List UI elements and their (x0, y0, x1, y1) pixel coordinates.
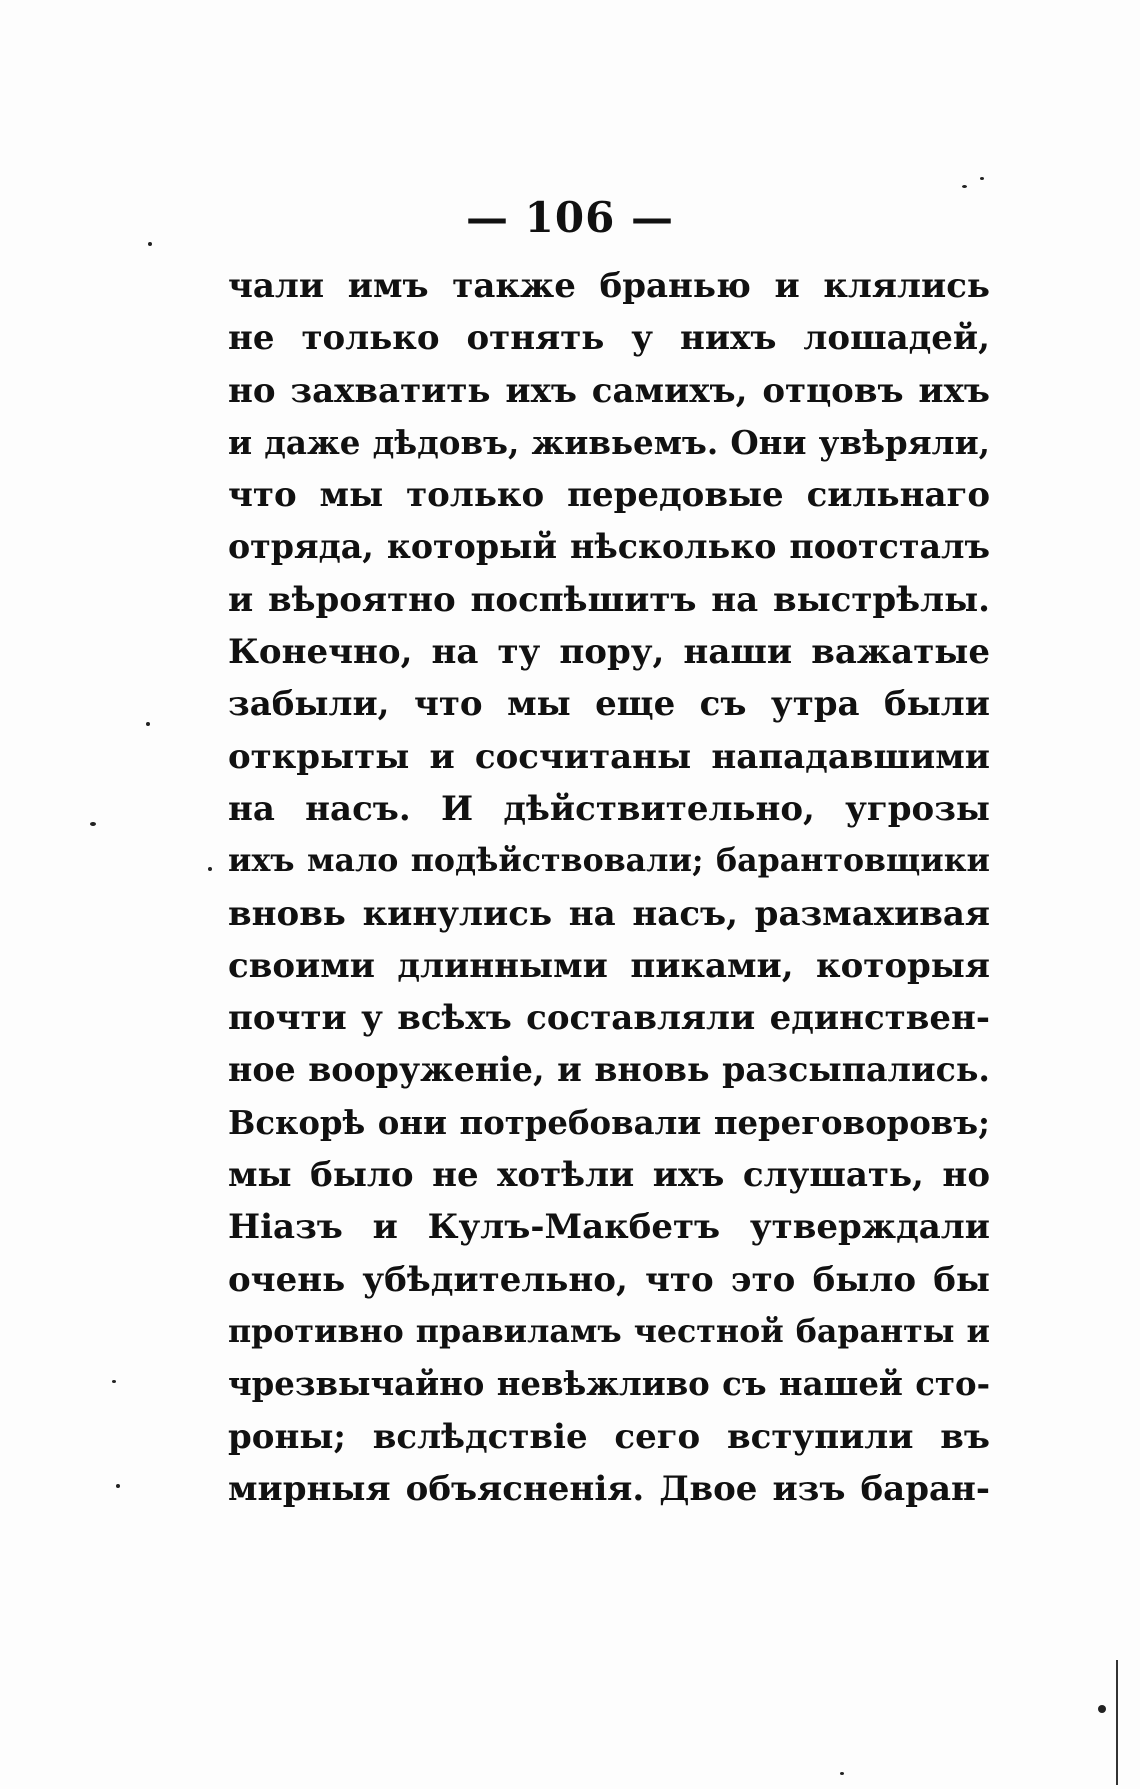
text-line: Ніазъ и Кулъ-Макбетъ утверждали (228, 1207, 990, 1248)
text-line: и вѣроятно поспѣшитъ на выстрѣлы. (228, 579, 990, 620)
text-line: что мы только передовые сильнаго (228, 475, 990, 516)
text-line: забыли, что мы еще съ утра были (228, 684, 990, 725)
text-line: ное вооруженіе, и вновь разсыпались. (228, 1050, 990, 1090)
scan-speck (1098, 1705, 1106, 1713)
text-line: чали имъ также бранью и клялись (228, 266, 990, 306)
text-line: ихъ мало подѣйствовали; барантовщики (228, 842, 990, 880)
page-edge-rule (1116, 1660, 1118, 1785)
text-line: но захватить ихъ самихъ, отцовъ ихъ (228, 370, 990, 411)
text-line: роны; вслѣдствіе сего вступили въ (228, 1416, 990, 1457)
text-line: мы было не хотѣли ихъ слушать, но (228, 1155, 990, 1196)
scan-speck (146, 722, 150, 726)
text-line: чрезвычайно невѣжливо съ нашей сто- (228, 1365, 990, 1404)
text-line: очень убѣдительно, что это было бы (228, 1259, 990, 1300)
text-line: своими длинными пиками, которыя (228, 945, 990, 986)
text-line: вновь кинулись на насъ, размахивая (228, 893, 990, 934)
text-line: не только отнять у нихъ лошадей, (228, 318, 990, 359)
text-line: и даже дѣдовъ, живьемъ. Они увѣряли, (228, 422, 990, 462)
scan-speck (112, 1380, 116, 1383)
scan-speck (980, 177, 984, 180)
scan-speck (116, 1484, 120, 1488)
scan-speck (208, 867, 212, 871)
text-line: Конечно, на ту пору, наши важатые (228, 632, 990, 673)
body-text (228, 260, 990, 1515)
text-line: отряда, который нѣсколько поотсталъ (228, 527, 990, 567)
text-line: противно правиламъ честной баранты и (228, 1312, 990, 1350)
scan-speck (90, 822, 96, 826)
text-line: мирныя объясненія. Двое изъ баран- (228, 1468, 990, 1509)
text-line: на насъ. И дѣйствительно, угрозы (228, 788, 990, 829)
text-line: открыты и сосчитаны нападавшими (228, 736, 990, 777)
text-line: почти у всѣхъ составляли единствен- (228, 998, 990, 1039)
scan-speck (840, 1772, 844, 1775)
scan-speck (148, 242, 152, 246)
text-line: Вскорѣ они потребовали переговоровъ; (228, 1103, 990, 1142)
page-number: — 106 — (466, 193, 674, 242)
scan-speck (962, 185, 967, 188)
